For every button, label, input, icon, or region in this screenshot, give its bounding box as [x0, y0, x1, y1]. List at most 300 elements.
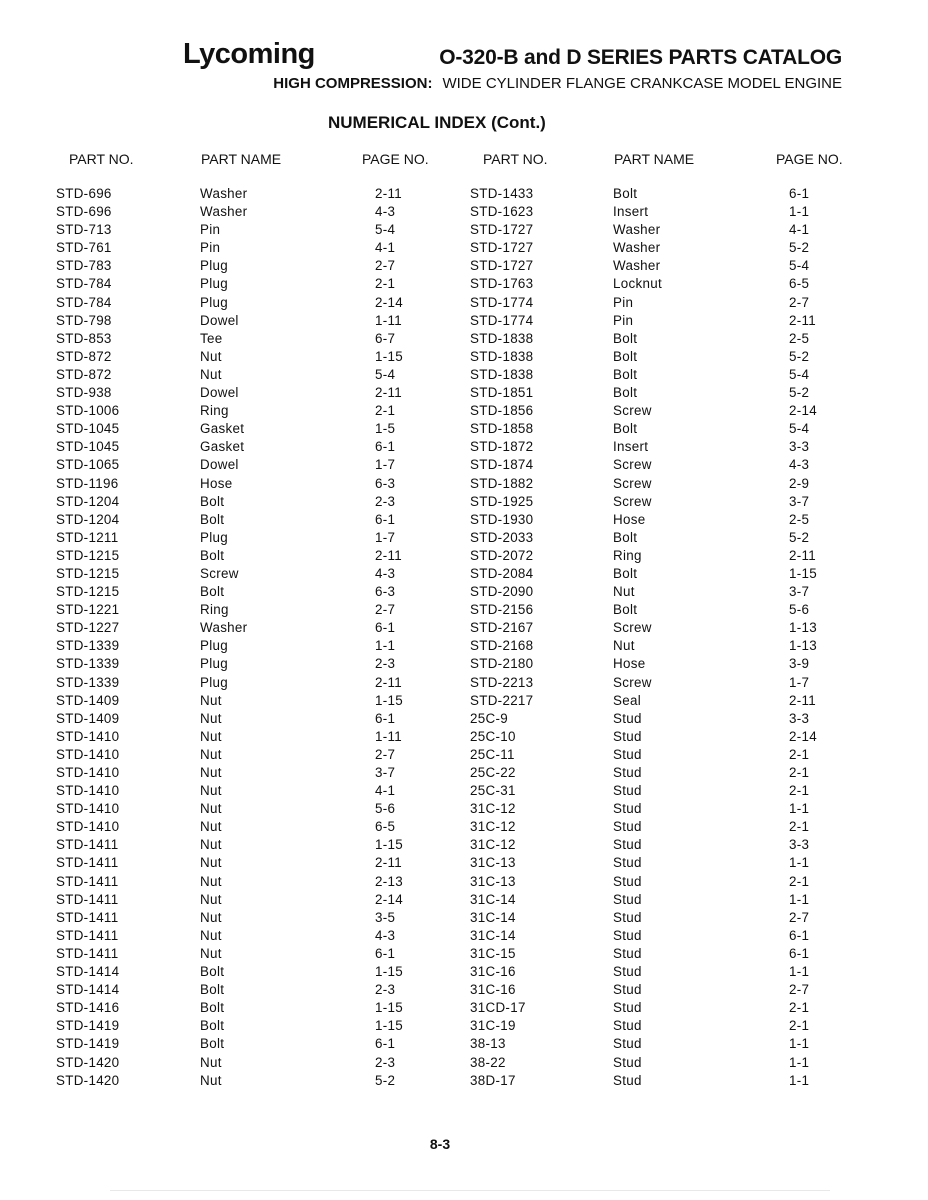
cell-page-no-left: 6-1 — [375, 511, 396, 527]
cell-part-no-right: STD-1774 — [470, 294, 534, 310]
cell-part-no-right: STD-1727 — [470, 222, 534, 238]
cell-page-no-left: 4-3 — [375, 565, 396, 581]
index-row — [0, 186, 928, 204]
cell-part-no-right: STD-2090 — [470, 584, 534, 600]
cell-part-no-left: STD-872 — [56, 366, 112, 382]
index-row — [0, 747, 928, 765]
cell-part-no-left: STD-1414 — [56, 982, 120, 998]
cell-page-no-left: 2-3 — [375, 1054, 396, 1070]
cell-page-no-right: 1-1 — [789, 891, 810, 907]
cell-part-name-left: Bolt — [200, 1000, 225, 1016]
cell-part-name-right: Bolt — [613, 385, 638, 401]
cell-part-name-right: Stud — [613, 927, 642, 943]
cell-part-no-right: STD-1838 — [470, 348, 534, 364]
cell-page-no-left: 6-1 — [375, 1036, 396, 1052]
catalog-subtitle — [273, 75, 842, 92]
scan-edge-line — [110, 1190, 830, 1191]
cell-page-no-right: 2-7 — [789, 294, 810, 310]
cell-part-name-left: Dowel — [200, 457, 239, 473]
subtitle-text: WIDE CYLINDER FLANGE CRANKCASE MODEL ENGINE — [442, 75, 842, 92]
cell-part-no-right: STD-2167 — [470, 620, 534, 636]
cell-page-no-left: 1-15 — [375, 964, 404, 980]
cell-part-no-left: STD-1410 — [56, 746, 120, 762]
cell-part-name-left: Dowel — [200, 312, 239, 328]
cell-part-no-left: STD-1215 — [56, 584, 120, 600]
cell-part-name-left: Nut — [200, 783, 222, 799]
cell-page-no-right: 2-9 — [789, 475, 810, 491]
cell-page-no-right: 3-7 — [789, 493, 810, 509]
cell-part-no-left: STD-798 — [56, 312, 112, 328]
index-row — [0, 892, 928, 910]
cell-part-no-left: STD-1411 — [56, 945, 119, 961]
index-row — [0, 1000, 928, 1018]
cell-page-no-left: 1-5 — [375, 421, 396, 437]
index-row — [0, 548, 928, 566]
cell-part-no-right: STD-1856 — [470, 403, 534, 419]
cell-part-name-left: Screw — [200, 565, 239, 581]
cell-part-name-left: Pin — [200, 222, 221, 238]
cell-page-no-right: 2-1 — [789, 819, 810, 835]
index-row — [0, 439, 928, 457]
cell-part-name-left: Nut — [200, 366, 222, 382]
cell-page-no-right: 1-1 — [789, 1072, 810, 1088]
cell-part-name-left: Bolt — [200, 511, 225, 527]
cell-page-no-left: 2-13 — [375, 873, 404, 889]
cell-part-name-left: Bolt — [200, 547, 225, 563]
cell-part-name-right: Stud — [613, 1000, 642, 1016]
page-header — [0, 0, 928, 140]
cell-part-no-right: STD-2180 — [470, 656, 534, 672]
cell-part-no-left: STD-1411 — [56, 927, 119, 943]
cell-part-no-right: STD-2072 — [470, 547, 534, 563]
cell-part-name-left: Nut — [200, 710, 222, 726]
cell-part-name-right: Stud — [613, 819, 642, 835]
cell-part-name-left: Gasket — [200, 439, 245, 455]
index-row — [0, 801, 928, 819]
cell-part-no-left: STD-784 — [56, 294, 112, 310]
cell-part-name-right: Stud — [613, 710, 642, 726]
cell-part-name-left: Bolt — [200, 1018, 225, 1034]
cell-part-no-right: 31C-13 — [470, 873, 516, 889]
cell-page-no-left: 5-4 — [375, 222, 396, 238]
cell-part-no-right: STD-2168 — [470, 638, 534, 654]
index-row — [0, 385, 928, 403]
cell-page-no-right: 5-2 — [789, 348, 810, 364]
column-header-part-name-right: PART NAME — [614, 151, 695, 167]
cell-page-no-right: 1-15 — [789, 565, 818, 581]
cell-page-no-right: 1-1 — [789, 1054, 810, 1070]
cell-part-name-right: Bolt — [613, 186, 638, 201]
cell-part-name-left: Plug — [200, 294, 229, 310]
cell-part-no-left: STD-1411 — [56, 837, 119, 853]
cell-part-name-left: Washer — [200, 186, 248, 201]
index-row — [0, 204, 928, 222]
index-row — [0, 367, 928, 385]
cell-part-no-left: STD-1215 — [56, 565, 120, 581]
cell-part-name-left: Nut — [200, 873, 222, 889]
cell-part-name-left: Nut — [200, 765, 222, 780]
index-row — [0, 313, 928, 331]
cell-part-name-right: Stud — [613, 1018, 642, 1034]
cell-page-no-left: 2-1 — [375, 276, 396, 292]
cell-part-name-left: Plug — [200, 656, 229, 672]
cell-part-no-right: STD-1838 — [470, 366, 534, 382]
index-row — [0, 457, 928, 475]
cell-part-name-right: Washer — [613, 240, 661, 256]
cell-part-name-left: Nut — [200, 746, 222, 762]
cell-part-name-left: Ring — [200, 403, 229, 419]
cell-part-no-right: STD-1727 — [470, 240, 534, 256]
cell-part-no-right: 31C-16 — [470, 964, 516, 980]
cell-part-no-right: 31C-14 — [470, 909, 516, 925]
cell-page-no-left: 1-15 — [375, 692, 404, 708]
cell-page-no-left: 1-11 — [375, 312, 403, 328]
cell-part-no-right: STD-1727 — [470, 258, 534, 274]
cell-page-no-left: 4-1 — [375, 783, 396, 799]
cell-part-name-left: Nut — [200, 927, 222, 943]
cell-part-no-left: STD-1221 — [56, 602, 120, 618]
cell-part-name-left: Plug — [200, 529, 229, 545]
cell-part-no-right: 31C-19 — [470, 1018, 516, 1034]
cell-page-no-right: 4-3 — [789, 457, 810, 473]
index-row — [0, 656, 928, 674]
cell-part-name-left: Nut — [200, 891, 222, 907]
cell-part-name-left: Bolt — [200, 584, 225, 600]
cell-part-no-left: STD-784 — [56, 276, 112, 292]
cell-part-no-left: STD-1411 — [56, 909, 119, 925]
cell-part-name-left: Nut — [200, 728, 222, 744]
index-row — [0, 638, 928, 656]
index-row — [0, 783, 928, 801]
cell-part-name-left: Plug — [200, 258, 229, 274]
index-row — [0, 1018, 928, 1036]
cell-page-no-left: 6-7 — [375, 330, 396, 346]
cell-part-name-right: Stud — [613, 746, 642, 762]
cell-part-no-left: STD-1339 — [56, 656, 120, 672]
cell-part-name-right: Bolt — [613, 602, 638, 618]
cell-part-name-left: Nut — [200, 801, 222, 817]
column-header-page-no-left: PAGE NO. — [362, 151, 429, 167]
index-row — [0, 1055, 928, 1073]
cell-part-name-right: Washer — [613, 258, 661, 274]
cell-page-no-right: 2-5 — [789, 511, 810, 527]
index-row — [0, 602, 928, 620]
cell-page-no-left: 2-14 — [375, 294, 404, 310]
cell-part-no-left: STD-1410 — [56, 819, 120, 835]
cell-part-name-right: Nut — [613, 584, 635, 600]
cell-page-no-right: 5-2 — [789, 385, 810, 401]
cell-page-no-right: 4-1 — [789, 222, 810, 238]
cell-part-name-right: Screw — [613, 674, 652, 690]
index-row — [0, 837, 928, 855]
cell-part-no-right: 31C-12 — [470, 801, 516, 817]
cell-page-no-right: 5-4 — [789, 366, 810, 382]
index-row — [0, 421, 928, 439]
cell-part-no-left: STD-1196 — [56, 475, 119, 491]
index-row — [0, 819, 928, 837]
cell-part-no-right: 38-22 — [470, 1054, 506, 1070]
column-headers — [0, 151, 928, 171]
cell-page-no-right: 5-4 — [789, 421, 810, 437]
cell-part-name-right: Stud — [613, 891, 642, 907]
cell-part-name-left: Nut — [200, 909, 222, 925]
cell-part-no-left: STD-1410 — [56, 728, 120, 744]
cell-part-no-right: 31C-12 — [470, 837, 516, 853]
cell-part-name-right: Stud — [613, 855, 642, 871]
cell-part-no-right: STD-1882 — [470, 475, 534, 491]
cell-part-name-left: Nut — [200, 1054, 222, 1070]
cell-part-name-right: Hose — [613, 511, 646, 527]
cell-page-no-right: 1-1 — [789, 801, 810, 817]
cell-page-no-left: 5-6 — [375, 801, 396, 817]
index-row — [0, 276, 928, 294]
cell-part-no-left: STD-696 — [56, 204, 112, 220]
cell-part-no-left: STD-1410 — [56, 783, 120, 799]
cell-page-no-right: 1-1 — [789, 855, 810, 871]
cell-page-no-left: 5-2 — [375, 1072, 396, 1088]
cell-part-name-right: Stud — [613, 765, 642, 780]
cell-part-no-right: STD-1930 — [470, 511, 534, 527]
cell-part-no-right: 31C-14 — [470, 927, 516, 943]
cell-page-no-right: 2-11 — [789, 692, 817, 708]
cell-part-no-left: STD-783 — [56, 258, 112, 274]
cell-part-no-left: STD-938 — [56, 385, 112, 401]
cell-page-no-right: 3-3 — [789, 837, 810, 853]
index-row — [0, 1073, 928, 1091]
cell-page-no-left: 2-3 — [375, 656, 396, 672]
cell-part-no-right: STD-2217 — [470, 692, 534, 708]
cell-page-no-right: 3-7 — [789, 584, 810, 600]
cell-part-name-right: Screw — [613, 457, 652, 473]
cell-part-no-left: STD-1411 — [56, 891, 119, 907]
index-row — [0, 295, 928, 313]
cell-page-no-left: 3-5 — [375, 909, 396, 925]
cell-part-name-right: Bolt — [613, 330, 638, 346]
index-row — [0, 331, 928, 349]
cell-part-name-right: Nut — [613, 638, 635, 654]
catalog-title: O-320-B and D SERIES PARTS CATALOG — [439, 46, 842, 69]
cell-part-name-right: Stud — [613, 945, 642, 961]
cell-part-no-right: STD-2156 — [470, 602, 534, 618]
cell-page-no-right: 2-7 — [789, 982, 810, 998]
cell-part-name-left: Plug — [200, 276, 229, 292]
index-row — [0, 765, 928, 783]
index-row — [0, 928, 928, 946]
cell-part-no-right: 31C-12 — [470, 819, 516, 835]
index-row — [0, 222, 928, 240]
cell-part-no-right: 31C-16 — [470, 982, 516, 998]
cell-page-no-right: 2-14 — [789, 403, 818, 419]
cell-part-no-left: STD-1414 — [56, 964, 120, 980]
cell-part-no-left: STD-1227 — [56, 620, 120, 636]
cell-part-no-right: STD-1851 — [470, 385, 534, 401]
cell-page-no-right: 2-11 — [789, 547, 817, 563]
index-row — [0, 982, 928, 1000]
page-number: 8-3 — [429, 1136, 451, 1152]
index-row — [0, 910, 928, 928]
cell-page-no-left: 6-1 — [375, 945, 396, 961]
cell-part-no-left: STD-1204 — [56, 493, 120, 509]
cell-page-no-left: 2-7 — [375, 602, 396, 618]
index-row — [0, 476, 928, 494]
cell-part-no-left: STD-1411 — [56, 873, 119, 889]
cell-page-no-right: 2-5 — [789, 330, 810, 346]
subtitle-label: HIGH COMPRESSION: — [273, 75, 433, 92]
cell-page-no-left: 2-3 — [375, 493, 396, 509]
cell-page-no-right: 2-1 — [789, 765, 810, 780]
cell-part-no-left: STD-1411 — [56, 855, 119, 871]
cell-page-no-right: 5-6 — [789, 602, 810, 618]
cell-page-no-left: 2-11 — [375, 674, 403, 690]
cell-part-no-left: STD-1420 — [56, 1072, 120, 1088]
index-row — [0, 349, 928, 367]
cell-part-no-right: 25C-9 — [470, 710, 508, 726]
column-header-page-no-right: PAGE NO. — [776, 151, 843, 167]
cell-part-no-right: 38D-17 — [470, 1072, 516, 1088]
index-row — [0, 494, 928, 512]
cell-part-no-right: STD-2084 — [470, 565, 534, 581]
cell-page-no-left: 6-3 — [375, 584, 396, 600]
cell-part-no-left: STD-1065 — [56, 457, 120, 473]
cell-page-no-right: 3-9 — [789, 656, 810, 672]
cell-page-no-right: 2-11 — [789, 312, 817, 328]
cell-part-name-left: Plug — [200, 638, 229, 654]
cell-part-name-right: Hose — [613, 656, 646, 672]
index-row — [0, 729, 928, 747]
cell-page-no-right: 2-1 — [789, 1000, 810, 1016]
column-header-part-no-left: PART NO. — [69, 151, 134, 167]
cell-part-no-right: STD-2213 — [470, 674, 534, 690]
cell-part-name-left: Nut — [200, 1072, 222, 1088]
index-row — [0, 964, 928, 982]
cell-part-no-left: STD-1419 — [56, 1018, 120, 1034]
cell-part-no-left: STD-1215 — [56, 547, 120, 563]
cell-part-no-right: 31C-14 — [470, 891, 516, 907]
cell-part-name-left: Bolt — [200, 1036, 225, 1052]
cell-page-no-right: 5-2 — [789, 529, 810, 545]
cell-page-no-left: 2-7 — [375, 746, 396, 762]
cell-part-no-left: STD-696 — [56, 186, 112, 201]
index-row — [0, 584, 928, 602]
cell-page-no-right: 2-1 — [789, 873, 810, 889]
cell-page-no-left: 5-4 — [375, 366, 396, 382]
cell-part-name-right: Stud — [613, 837, 642, 853]
cell-part-no-left: STD-1410 — [56, 765, 120, 780]
cell-part-name-right: Ring — [613, 547, 642, 563]
cell-page-no-left: 6-1 — [375, 439, 396, 455]
cell-part-name-right: Insert — [613, 439, 649, 455]
cell-part-name-right: Screw — [613, 493, 652, 509]
cell-page-no-left: 4-3 — [375, 204, 396, 220]
cell-part-name-left: Bolt — [200, 964, 225, 980]
cell-part-no-left: STD-761 — [56, 240, 112, 256]
index-row — [0, 946, 928, 964]
cell-part-name-right: Bolt — [613, 529, 638, 545]
cell-part-name-right: Screw — [613, 620, 652, 636]
index-row — [0, 855, 928, 873]
cell-part-no-left: STD-1409 — [56, 710, 120, 726]
cell-page-no-left: 3-7 — [375, 765, 396, 780]
cell-part-name-left: Dowel — [200, 385, 239, 401]
cell-page-no-right: 5-4 — [789, 258, 810, 274]
cell-part-no-right: STD-1433 — [470, 186, 534, 201]
cell-part-name-right: Bolt — [613, 565, 638, 581]
cell-part-name-right: Bolt — [613, 421, 638, 437]
cell-part-name-right: Locknut — [613, 276, 662, 292]
cell-part-name-right: Stud — [613, 1036, 642, 1052]
index-row — [0, 693, 928, 711]
cell-page-no-left: 1-15 — [375, 1000, 404, 1016]
cell-page-no-left: 1-15 — [375, 348, 404, 364]
index-row — [0, 512, 928, 530]
cell-part-name-right: Pin — [613, 294, 634, 310]
cell-part-name-left: Washer — [200, 620, 248, 636]
cell-page-no-right: 5-2 — [789, 240, 810, 256]
cell-page-no-right: 3-3 — [789, 710, 810, 726]
numerical-index-table — [0, 186, 928, 1091]
cell-part-no-left: STD-1339 — [56, 638, 120, 654]
cell-part-no-left: STD-1409 — [56, 692, 120, 708]
cell-part-name-right: Screw — [613, 403, 652, 419]
cell-page-no-right: 1-1 — [789, 964, 810, 980]
cell-page-no-right: 3-3 — [789, 439, 810, 455]
cell-page-no-right: 2-14 — [789, 728, 818, 744]
cell-part-no-left: STD-1204 — [56, 511, 120, 527]
cell-part-name-right: Bolt — [613, 366, 638, 382]
cell-part-name-left: Nut — [200, 348, 222, 364]
cell-page-no-left: 6-5 — [375, 819, 396, 835]
cell-page-no-left: 2-11 — [375, 855, 403, 871]
cell-page-no-left: 2-11 — [375, 385, 403, 401]
cell-part-no-right: STD-2033 — [470, 529, 534, 545]
brand-name: Lycoming — [183, 38, 315, 70]
cell-page-no-left: 4-1 — [375, 240, 396, 256]
cell-part-name-left: Bolt — [200, 493, 225, 509]
cell-page-no-right: 1-1 — [789, 204, 810, 220]
cell-page-no-left: 2-3 — [375, 982, 396, 998]
cell-page-no-right: 6-1 — [789, 927, 810, 943]
cell-part-name-right: Stud — [613, 909, 642, 925]
column-header-part-no-right: PART NO. — [483, 151, 548, 167]
index-row — [0, 530, 928, 548]
cell-part-name-right: Stud — [613, 964, 642, 980]
cell-page-no-left: 2-14 — [375, 891, 404, 907]
cell-part-no-left: STD-872 — [56, 348, 112, 364]
index-row — [0, 620, 928, 638]
cell-page-no-left: 4-3 — [375, 927, 396, 943]
cell-page-no-left: 6-3 — [375, 475, 396, 491]
index-row — [0, 675, 928, 693]
cell-page-no-left: 2-1 — [375, 403, 396, 419]
cell-part-name-left: Pin — [200, 240, 221, 256]
cell-page-no-left: 2-11 — [375, 547, 403, 563]
cell-part-name-right: Stud — [613, 873, 642, 889]
cell-part-no-right: STD-1763 — [470, 276, 534, 292]
cell-part-no-right: 25C-11 — [470, 746, 515, 762]
cell-page-no-left: 1-11 — [375, 728, 403, 744]
cell-part-no-right: 25C-10 — [470, 728, 516, 744]
cell-part-name-right: Pin — [613, 312, 634, 328]
cell-part-no-right: 31C-13 — [470, 855, 516, 871]
index-row — [0, 1036, 928, 1054]
cell-part-no-left: STD-1410 — [56, 801, 120, 817]
section-title: NUMERICAL INDEX (Cont.) — [328, 113, 546, 132]
cell-part-no-left: STD-1416 — [56, 1000, 120, 1016]
cell-part-no-left: STD-1419 — [56, 1036, 120, 1052]
index-row — [0, 711, 928, 729]
cell-part-name-right: Screw — [613, 475, 652, 491]
cell-part-no-right: STD-1623 — [470, 204, 534, 220]
